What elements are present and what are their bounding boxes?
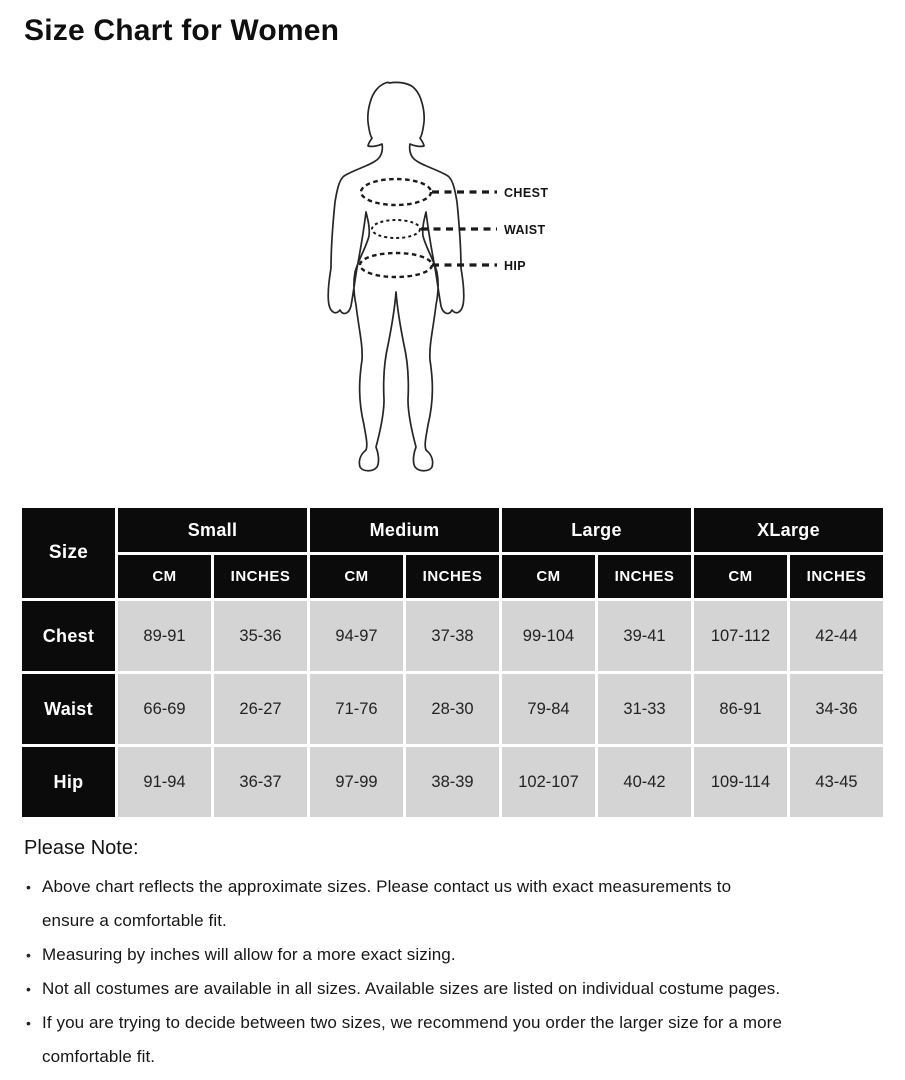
bullet-marker: • — [26, 981, 31, 997]
note-text — [42, 938, 896, 972]
waist-medium-cm: 71-76 — [310, 674, 403, 744]
waist-large-inches: 31-33 — [598, 674, 691, 744]
size-group-small: Small — [118, 508, 307, 552]
note-line: Not all costumes are available in all sizes. Available sizes are listed on individual costume pages. — [42, 979, 781, 998]
size-group-medium: Medium — [310, 508, 499, 552]
hip-xlarge-inches: 43-45 — [790, 747, 883, 817]
waist-large-cm: 79-84 — [502, 674, 595, 744]
notes-section — [24, 834, 896, 1074]
unit-header-cm: CM — [694, 555, 787, 598]
unit-header-inches: INCHES — [790, 555, 883, 598]
hip-large-cm: 102-107 — [502, 747, 595, 817]
note-item — [24, 938, 896, 972]
note-item — [24, 972, 896, 1006]
waist-medium-inches: 28-30 — [406, 674, 499, 744]
hip-ellipse — [360, 253, 432, 277]
size-group-header-row — [22, 508, 883, 552]
waist-xlarge-inches: 34-36 — [790, 674, 883, 744]
page-title: Size Chart for Women — [24, 14, 340, 47]
chest-small-inches: 35-36 — [214, 601, 307, 671]
waist-xlarge-cm: 86-91 — [694, 674, 787, 744]
size-group-xlarge: XLarge — [694, 508, 883, 552]
note-line: Measuring by inches will allow for a more exact sizing. — [42, 945, 456, 964]
unit-header-inches: INCHES — [598, 555, 691, 598]
waist-label: WAIST — [504, 223, 546, 237]
note-text — [42, 870, 896, 938]
hip-small-inches: 36-37 — [214, 747, 307, 817]
bullet-marker: • — [26, 879, 31, 895]
size-chart-section — [19, 505, 886, 820]
note-line: ensure a comfortable fit. — [42, 911, 227, 930]
row-header-chest: Chest — [22, 601, 115, 671]
note-line: comfortable fit. — [42, 1047, 156, 1066]
unit-header-cm: CM — [118, 555, 211, 598]
hip-small-cm: 91-94 — [118, 747, 211, 817]
notes-title: Please Note: — [24, 837, 139, 859]
note-item — [24, 1006, 896, 1074]
note-line: Above chart reflects the approximate sizes. Please contact us with exact measurements to — [42, 877, 732, 896]
hip-label: HIP — [504, 259, 527, 273]
chest-label: CHEST — [504, 186, 549, 200]
note-line: If you are trying to decide between two sizes, we recommend you order the larger size for a more — [42, 1013, 783, 1032]
chest-xlarge-cm: 107-112 — [694, 601, 787, 671]
unit-header-row — [22, 555, 883, 598]
hip-xlarge-cm: 109-114 — [694, 747, 787, 817]
chest-medium-cm: 94-97 — [310, 601, 403, 671]
size-corner-header: Size — [22, 508, 115, 598]
chest-xlarge-inches: 42-44 — [790, 601, 883, 671]
chest-medium-inches: 37-38 — [406, 601, 499, 671]
table-row-waist — [22, 674, 883, 744]
waist-small-cm: 66-69 — [118, 674, 211, 744]
unit-header-inches: INCHES — [406, 555, 499, 598]
note-item — [24, 870, 896, 938]
bullet-marker: • — [26, 947, 31, 963]
hip-medium-cm: 97-99 — [310, 747, 403, 817]
hip-large-inches: 40-42 — [598, 747, 691, 817]
unit-header-inches: INCHES — [214, 555, 307, 598]
row-header-waist: Waist — [22, 674, 115, 744]
size-chart-table — [19, 505, 886, 820]
table-row-hip — [22, 747, 883, 817]
hip-medium-inches: 38-39 — [406, 747, 499, 817]
note-text — [42, 1006, 896, 1074]
note-text — [42, 972, 896, 1006]
size-group-large: Large — [502, 508, 691, 552]
chest-small-cm: 89-91 — [118, 601, 211, 671]
bullet-marker: • — [26, 1015, 31, 1031]
chest-large-cm: 99-104 — [502, 601, 595, 671]
body-measurement-figure — [315, 75, 585, 480]
row-header-hip: Hip — [22, 747, 115, 817]
chest-ellipse — [361, 179, 431, 205]
waist-ellipse — [372, 220, 420, 238]
chest-large-inches: 39-41 — [598, 601, 691, 671]
waist-small-inches: 26-27 — [214, 674, 307, 744]
unit-header-cm: CM — [310, 555, 403, 598]
table-row-chest — [22, 601, 883, 671]
unit-header-cm: CM — [502, 555, 595, 598]
